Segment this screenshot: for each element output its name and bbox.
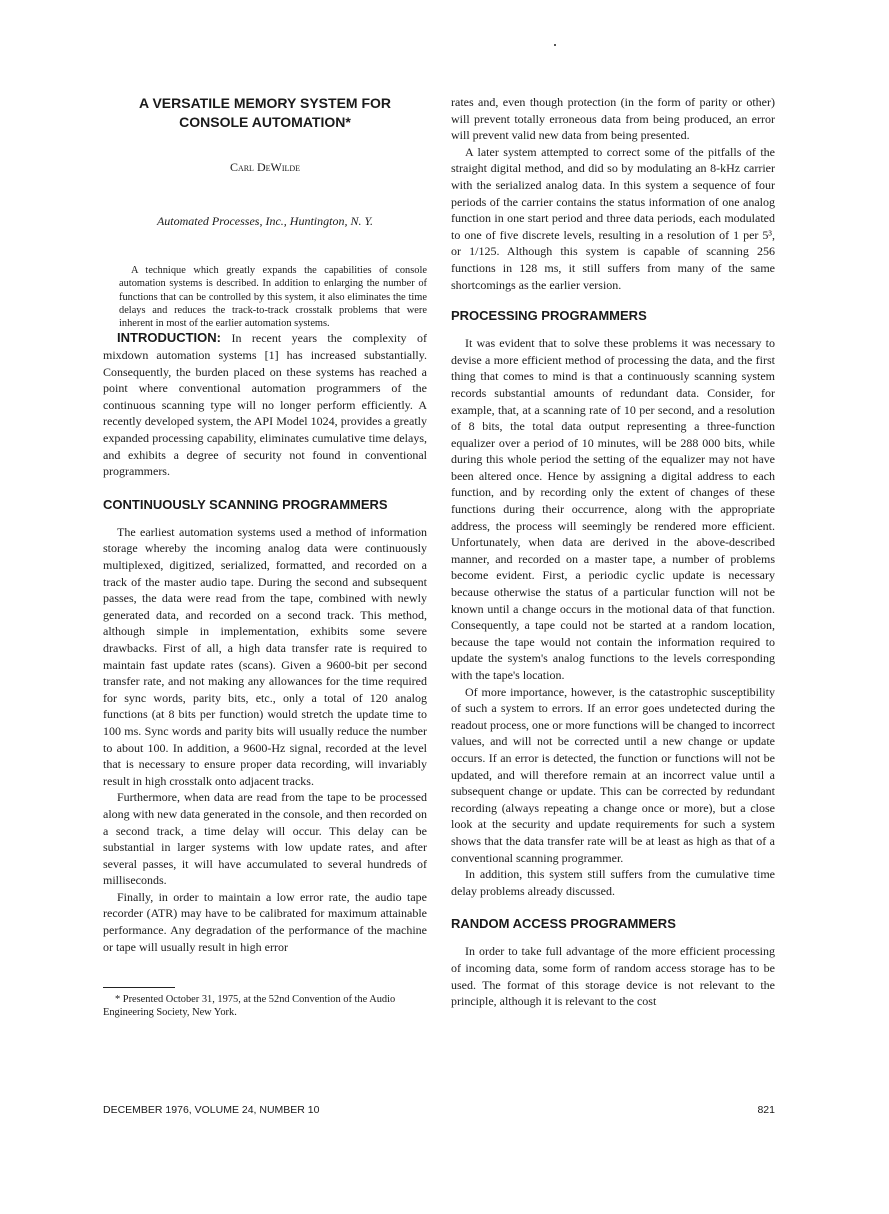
paragraph: Furthermore, when data are read from the tape to be processed along with new data generated in the console, and then recorded on a second track, a time delay will occur. This delay can be substantial in larger systems with low update rates, and after several passes, it will have accumulated to several hundreds of milliseconds. bbox=[103, 790, 427, 888]
article-title: A VERSATILE MEMORY SYSTEM FOR CONSOLE AUTOMATION* bbox=[138, 95, 392, 130]
left-column bbox=[103, 94, 427, 1019]
section-heading-random-access: RANDOM ACCESS PROGRAMMERS bbox=[451, 916, 676, 932]
paragraph: rates and, even though protection (in the form of parity or other) will prevent totally erroneous data from being produced, an error will prevent valid new data from being presented. bbox=[451, 95, 775, 143]
abstract: A technique which greatly expands the capabilities of console automation systems is described. In addition to enlarging the number of functions that can be controlled by this system, it also eliminates the time delays and reduces the track-to-track crosstalk problems that were inherent in most of the earlier automation systems. bbox=[119, 265, 427, 330]
paragraph: It was evident that to solve these problems it was necessary to devise a more efficient method of processing the data, and the first thing that comes to mind is that a continuously scanning system records substantial amounts of redundant data. Consider, for example, that, at a scanning rate of 10 per second, and a resolution of 8 bits, the total data output representing a three-function equalizer over a period of 10 minutes, will be 288 000 bits, while during this whole period the setting of the equalizer may not have been altered once. Hence by assigning a digital address to each function, and by recording only the extent of changes of these functions during their occurrence, along with the appropriate address, the process will seemingly be rendered more efficient. Unfortunately, when data are derived in the above-described manner, and recorded on a master tape, a number of problems become evident. First, a periodic cyclic update is necessary because otherwise the status of a particular function will not be known until a change occurs in the motional data of that function. Consequently, a tape could not be started at a random location, because the tape would not contain the information required to update the system's analog functions to the levels corresponding with the tape's location. bbox=[451, 336, 775, 682]
footnote-rule bbox=[103, 987, 175, 988]
intro-text: In recent years the complexity of mixdown automation systems [1] has increased substantially. Consequently, the burden placed on these systems has reached a point where conventional automation programmers of the continuous scanning type will no longer perform efficiently. A recently developed system, the API Model 1024, provides a greatly expanded processing capability, eliminates cumulative time delays, and exhibits a degree of security not found in conventional programmers. bbox=[103, 331, 427, 479]
right-column bbox=[451, 94, 775, 1010]
paragraph: In order to take full advantage of the more efficient processing of incoming data, some form of random access storage has to be used. The format of this storage device is not relevant to the principle, although it is relevant to the cost bbox=[451, 944, 775, 1009]
paragraph: The earliest automation systems used a method of information storage whereby the incoming analog data were continuously multiplexed, digitized, serialized, formatted, and recorded on a track of the master audio tape. During the second and subsequent passes, the data were read from the tape, combined with newly generated data, and recorded on a second track. This method, although simple in implementation, exhibits some severe drawbacks. First of all, a high data transfer rate is required to maintain fast update rates (scans). Given a 9600-bit per second transfer rate, and not making any allowances for the time required for sync words, parity bits, etc., only a total of 120 analog functions (at 8 bits per function) would stretch the update time to 100 ms. Sync words and parity bits will usually reduce the number to about 100. In addition, a 9600-Hz signal, recorded at the level that is necessary to ensure proper data recording, will invariably result in high crosstalk onto adjacent tracks. bbox=[103, 524, 427, 788]
page-number: 821 bbox=[757, 1104, 775, 1116]
author-affiliation: Automated Processes, Inc., Huntington, N. Y. bbox=[156, 214, 374, 228]
introduction-paragraph bbox=[103, 330, 427, 479]
page-footer bbox=[103, 1104, 775, 1116]
paragraph: A later system attempted to correct some of the pitfalls of the straight digital method, and did so by modulating an 8-kHz carrier with the serialized analog data. In this system a sequence of four periods of the carrier contains the status information of one analog function in one start period and three data periods, each modulated to one of five discrete levels, resulting in a resolution of 1 per 5³, or 1/125. Although this system is capable of scanning 256 functions in 128 ms, it still suffers from many of the same shortcomings as the earlier version. bbox=[451, 144, 775, 292]
footnote: * Presented October 31, 1975, at the 52nd Convention of the Audio Engineering Society, New York. bbox=[103, 994, 396, 1019]
scan-speck bbox=[554, 44, 556, 46]
section-heading-continuous: CONTINUOUSLY SCANNING PROGRAMMERS bbox=[103, 496, 388, 512]
paragraph: Of more importance, however, is the catastrophic susceptibility of such a system to errors. If an error goes undetected during the readout process, one or more functions will be changed to incorrect values, and will not be corrected until a new change or update occurs. If an error is detected, the function or functions will not be updated, and will therefore remain at an incorrect value until a subsequent change or update. This can be corrected by redundant recording (always repeating a change once or more), but a close look at the security and update requirements for such a system shows that the data transfer rate will be at least as high as that of a conventional scanning programmer. bbox=[451, 684, 775, 865]
author-name: Carl DeWilde bbox=[229, 160, 301, 174]
intro-heading: INTRODUCTION: bbox=[117, 330, 221, 346]
paragraph: Finally, in order to maintain a low error rate, the audio tape recorder (ATR) may have to be calibrated for maximum attainable performance. Any degradation of the performance of the machine or tape will usually result in high error bbox=[103, 889, 427, 954]
journal-issue: DECEMBER 1976, VOLUME 24, NUMBER 10 bbox=[103, 1104, 320, 1116]
paragraph: In addition, this system still suffers from the cumulative time delay problems already discussed. bbox=[451, 867, 775, 898]
section-heading-processing: PROCESSING PROGRAMMERS bbox=[451, 308, 647, 324]
